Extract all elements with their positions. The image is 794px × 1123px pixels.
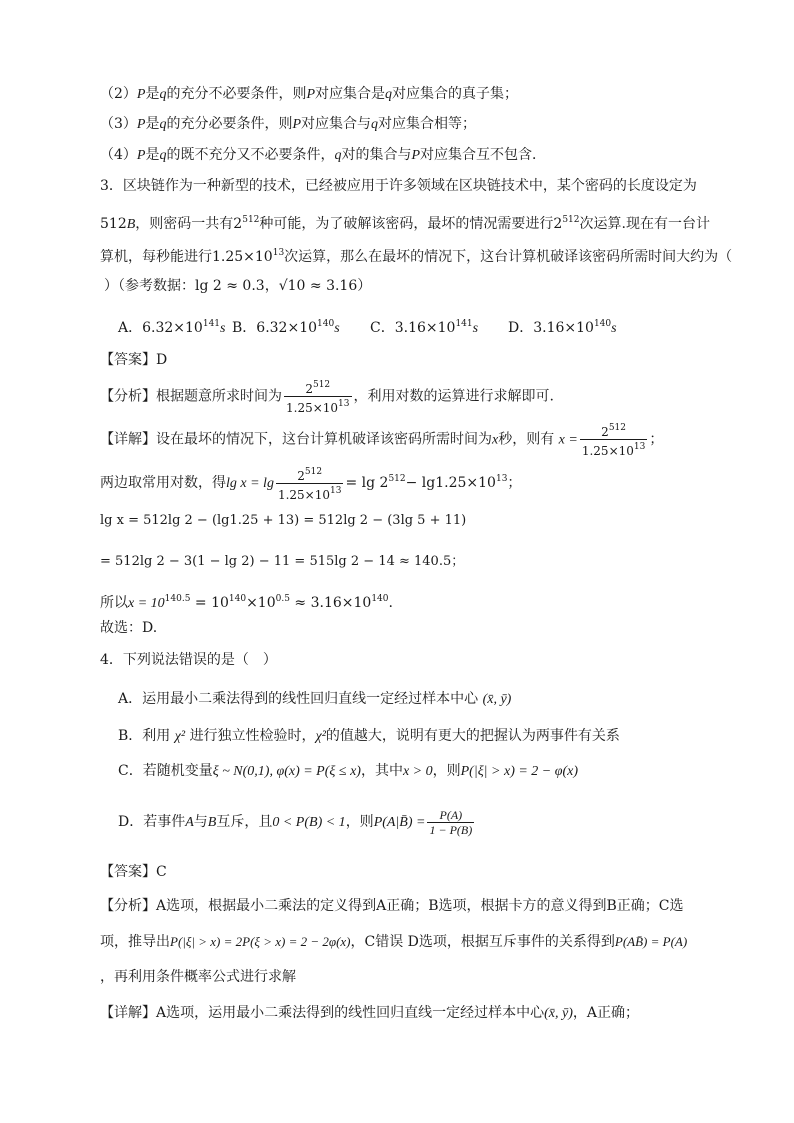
fraction: $\frac{2^{512}}{1.25\times 10^{13}}$ — [277, 466, 342, 502]
analysis-4-line-2: 项，推导出P(|ξ| > x) = 2P(ξ > x) = 2 − 2φ(x)，C错误 D选项，根据互斥事件的关系得到P(AB̄) = P(A) — [100, 934, 688, 950]
option-b: B．$6.32\times 10^{140}s$ — [232, 319, 340, 336]
detail-3: 【详解】设在最坏的情况下，这台计算机破译该密码所需时间为x秒，则有 x = $\frac{2^{512}}{1.25\times 10^{13}}$ ； — [100, 423, 664, 458]
question-3-line-2: 512B，则密码一共有$2^{512}$种可能，为了破解该密码，最坏的情况需要进行$2^{512}$次运算.现在有一台计 — [100, 215, 710, 232]
item-number: （2） — [100, 86, 137, 102]
detail-3-step-4: 所以$x = 10^{140.5} = 10^{140}\times 10^{0.5} \approx 3.16\times 10^{140}$. — [100, 594, 393, 611]
fraction: $\frac{P(A)}{1 - P(B)}$ — [429, 807, 473, 837]
detail-3-conclusion: 故选：D. — [100, 620, 158, 636]
analysis-4-line-3: ，再利用条件概率公式进行求解 — [100, 969, 296, 985]
fraction: $\frac{2^{512}}{1.25\times 10^{13}}$ — [286, 380, 350, 415]
answer-4: 【答案】C — [100, 864, 167, 880]
question-3-line-1: 3．区块链作为一种新型的技术，已经被应用于许多领域在区块链技术中，某个密码的长度设定为 — [100, 178, 697, 194]
statement-4: （4）P是q的既不充分又不必要条件，q对的集合与P对应集合互不包含． — [100, 147, 547, 163]
detail-3-step-2: lg x = 512lg 2 − (lg1.25 + 13) = 512lg 2 − (3lg 5 + 11) — [100, 513, 467, 528]
analysis-3: 【分析】根据题意所求时间为 $\frac{2^{512}}{1.25\times 10^{13}}$ ，利用对数的运算进行求解即可. — [100, 380, 554, 415]
fraction: $\frac{2^{512}}{1.25\times 10^{13}}$ — [581, 423, 646, 458]
question-4-option-d: D．若事件A与B互斥，且0 < P(B) < 1，则P(A|B̄) = $\frac{P(A)}{1 - P(B)}$ — [118, 807, 473, 837]
option-a: A．$6.32\times 10^{141}s$ — [118, 319, 226, 336]
statement-3: （3）P是q的充分必要条件，则P对应集合与q对应集合相等； — [100, 116, 477, 132]
question-4-option-c: C．若随机变量ξ ~ N(0,1), φ(x) = P(ξ ≤ x)，其中x > 0，则P(|ξ| > x) = 2 − φ(x) — [118, 763, 579, 779]
question-4: 4．下列说法错误的是（ ） — [100, 652, 277, 668]
answer-3: 【答案】D — [100, 352, 168, 368]
question-3-line-4: ）（参考数据：lg 2 ≈ 0.3，√10 ≈ 3.16） — [104, 278, 372, 294]
detail-3-step-1: 两边取常用对数，得lg x = lg $\frac{2^{512}}{1.25\times 10^{13}}$ = $\lg 2^{512}- \lg 1.25\times 10^{13}$； — [100, 466, 522, 502]
question-3-line-3: 算机，每秒能进行$1.25\times 10^{13}$次运算，那么在最坏的情况下，这台计算机破译该密码所需时间大约为（ — [100, 248, 733, 265]
question-4-option-a: A．运用最小二乘法得到的线性回归直线一定经过样本中心 (x̄, ȳ) — [118, 691, 512, 707]
option-d: D．$3.16\times 10^{140}s$ — [508, 319, 617, 336]
option-c: C．$3.16\times 10^{141}s$ — [370, 319, 479, 336]
question-4-option-b: B．利用 χ² 进行独立性检验时，χ²的值越大，说明有更大的把握认为两事件有关系 — [118, 728, 620, 744]
analysis-4-line-1: 【分析】A选项，根据最小二乘法的定义得到A正确；B选项，根据卡方的意义得到B正确；C选 — [100, 898, 684, 914]
statement-2: （2）P是q的充分不必要条件，则P对应集合是q对应集合的真子集； — [100, 86, 519, 102]
detail-4: 【详解】A选项，运用最小二乘法得到的线性回归直线一定经过样本中心(x̄, ȳ)，A正确； — [100, 1005, 639, 1021]
detail-3-step-3: = 512lg 2 − 3(1 − lg 2) − 11 = 515lg 2 − 14 ≈ 140.5； — [100, 554, 465, 569]
